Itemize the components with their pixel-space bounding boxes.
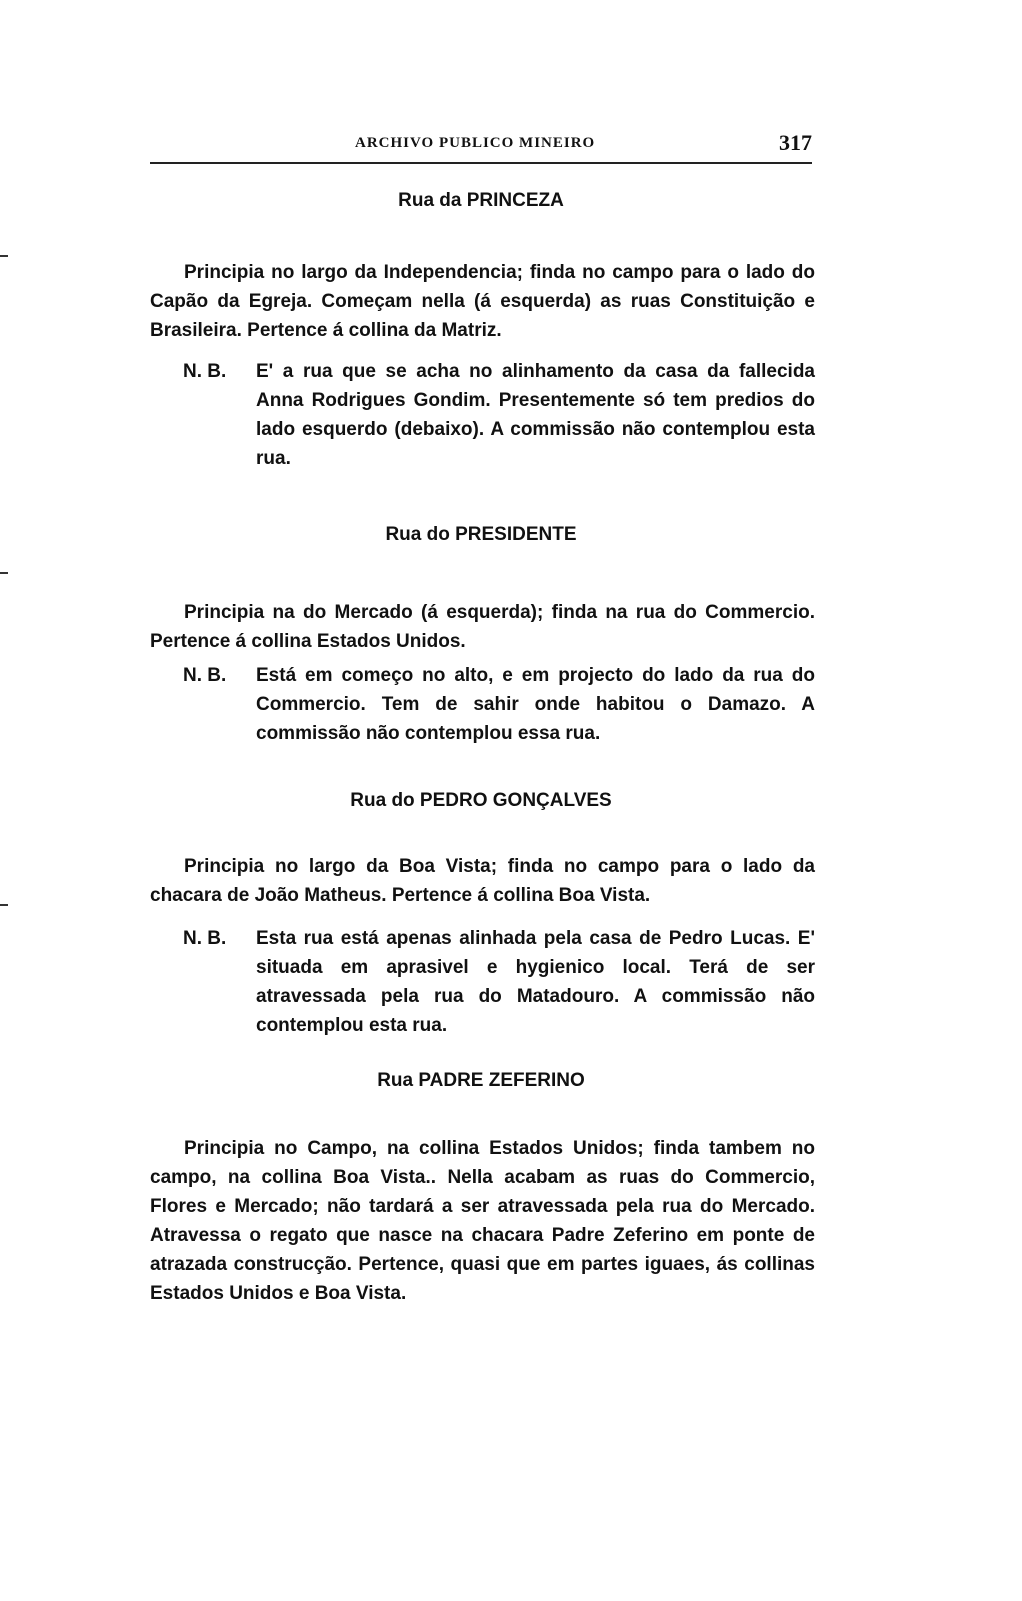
nota-bene-pedro-goncalves	[183, 924, 815, 1040]
section-title-princeza: Rua da PRINCEZA	[398, 190, 564, 211]
margin-mark	[0, 255, 8, 257]
section-paragraph-padre-zeferino: Principia no Campo, na collina Estados Unidos; finda tambem no campo, na collina Boa Vista.. Nella acabam as ruas do Commercio, Flores e Mercado; não tardará a ser atravessada pela rua do Mercado. Atravessa o regato que nasce na chacara Padre Zeferino em ponte de atrazada construcção. Pertence, quasi que em partes iguaes, ás collinas Estados Unidos e Boa Vista.	[150, 1138, 815, 1304]
section-paragraph-presidente: Principia na do Mercado (á esquerda); finda na rua do Commercio. Pertence á collina Estados Unidos.	[150, 602, 815, 652]
section-paragraph-pedro-goncalves: Principia no largo da Boa Vista; finda no campo para o lado da chacara de João Matheus. Pertence á collina Boa Vista.	[150, 856, 815, 906]
header-rule	[150, 162, 812, 164]
section-title-presidente: Rua do PRESIDENTE	[385, 524, 577, 545]
running-title: ARCHIVO PUBLICO MINEIRO	[355, 135, 596, 151]
margin-mark	[0, 572, 8, 574]
nb-text: E' a rua que se acha no alinhamento da casa da fallecida Anna Rodrigues Gondim. Presentemente só tem predios do lado esquerdo (debaixo). A commissão não contemplou esta rua.	[256, 361, 815, 469]
nb-label: N. B.	[183, 665, 227, 686]
nota-bene-princeza	[183, 357, 815, 473]
running-header	[150, 130, 812, 160]
page-number: 317	[779, 130, 812, 155]
section-title-pedro-goncalves: Rua do PEDRO GONÇALVES	[350, 790, 612, 811]
nb-label: N. B.	[183, 361, 227, 382]
section-title-padre-zeferino: Rua PADRE ZEFERINO	[377, 1070, 585, 1091]
nb-text: Está em começo no alto, e em projecto do lado da rua do Commercio. Tem de sahir onde habitou o Damazo. A commissão não contemplou essa rua.	[256, 665, 815, 744]
nota-bene-presidente	[183, 661, 815, 748]
nb-text: Esta rua está apenas alinhada pela casa de Pedro Lucas. E' situada em aprasivel e hygienico local. Terá de ser atravessada pela rua do Matadouro. A commissão não contemplou esta rua.	[256, 928, 815, 1036]
nb-label: N. B.	[183, 928, 227, 949]
margin-mark	[0, 904, 8, 906]
section-paragraph-princeza: Principia no largo da Independencia; finda no campo para o lado do Capão da Egreja. Começam nella (á esquerda) as ruas Constituição e Brasileira. Pertence á collina da Matriz.	[150, 262, 815, 341]
